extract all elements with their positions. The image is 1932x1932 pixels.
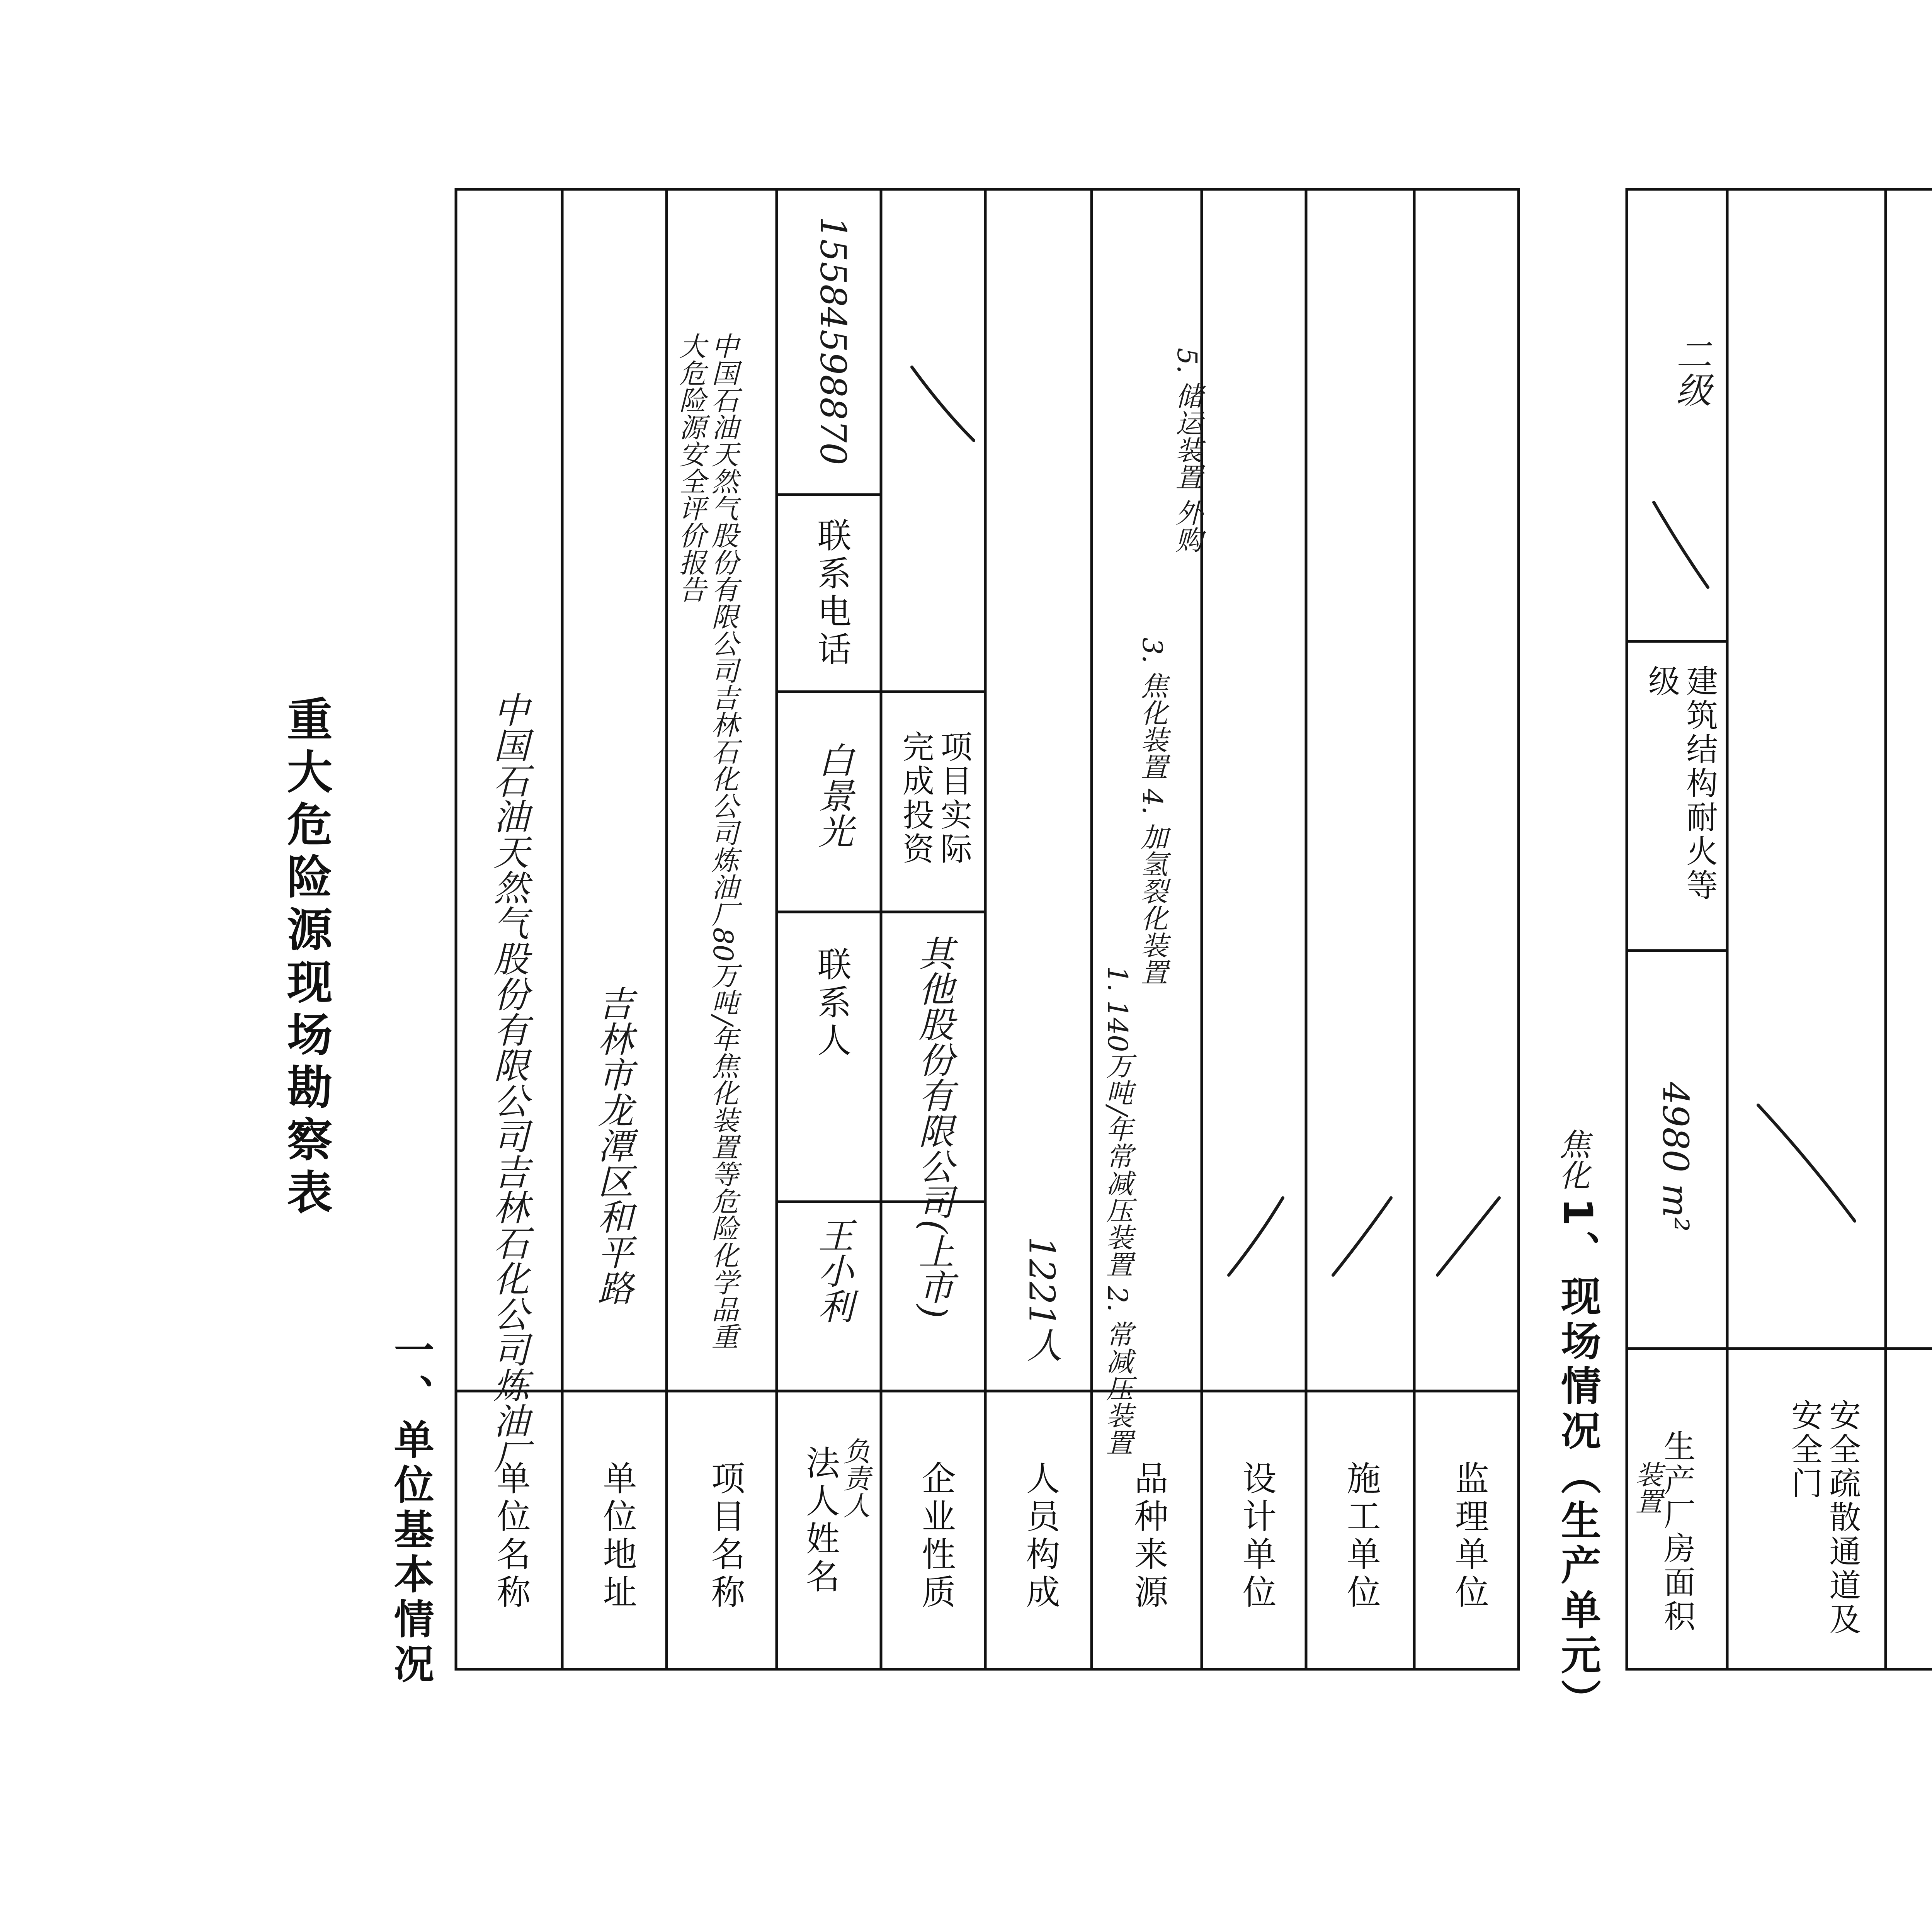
value-source-2: 3. 焦化装置 4. 加氢裂化装置	[1136, 638, 1168, 986]
section2-heading: 1、现场情况（生产单元）	[1554, 1198, 1601, 1724]
value-legal-person: 王小利	[812, 1217, 854, 1324]
label-unit-address: 单位地址	[597, 1461, 638, 1612]
value-plant-area: 4980 m²	[1655, 1082, 1696, 1232]
label-supervise-unit: 监理单位	[1449, 1461, 1490, 1612]
value-mid	[1662, 533, 1704, 545]
value-source-3: 5. 储运装置 外购	[1171, 348, 1203, 553]
label-plant-area: 生产厂房面积	[1658, 1430, 1696, 1634]
label-construct-unit: 施工单位	[1341, 1461, 1381, 1612]
value-phone: 15584598870	[812, 216, 854, 465]
value-enterprise-type: 其他股份有限公司(上市)	[913, 935, 954, 1318]
label-evacuation: 安全疏散通道及安全门	[1786, 1399, 1861, 1637]
label-legal-person: 法人姓名	[800, 1445, 840, 1597]
value-evacuation	[1785, 1121, 1828, 1133]
label-invest: 项目实际完成投资	[897, 730, 972, 866]
value-contact: 白景光	[812, 742, 854, 849]
label-design-unit: 设计单位	[1237, 1461, 1277, 1612]
label-project-name: 项目名称	[706, 1461, 746, 1612]
label-legal-overwrite: 负责人	[839, 1437, 871, 1519]
section2-heading-note: 焦化	[1554, 1128, 1590, 1190]
label-contact: 联系人	[812, 947, 852, 1060]
value-invest	[927, 406, 970, 418]
value-unit-address: 吉林市龙潭区和平路	[592, 985, 634, 1305]
label-fire-rating: 建筑结构耐火等级	[1643, 665, 1718, 903]
label-unit-name: 单位名称	[491, 1461, 531, 1612]
value-fire-rating: 二级	[1670, 336, 1712, 407]
value-design-unit	[1236, 1236, 1279, 1248]
value-construct-unit	[1341, 1236, 1383, 1248]
label-phone: 联系电话	[812, 518, 852, 669]
value-supervise-unit	[1449, 1236, 1492, 1248]
table1-border	[456, 189, 1519, 1669]
label-source: 品种来源	[1129, 1461, 1169, 1612]
section1-heading: 一、单位基本情况	[387, 1329, 434, 1688]
value-source-1: 1. 140万吨/年常减压装置 2. 常减压装置	[1102, 966, 1133, 1456]
value-project-name: 中国石油天然气股份有限公司吉林石化公司炼油厂80万吨/年焦化装置等危险化学品重大危险源安全评价报告	[675, 332, 739, 1350]
label-enterprise-type: 企业性质	[916, 1461, 956, 1612]
page-title: 重大危险源现场勘察表	[279, 696, 333, 1221]
label-plant-overwrite: 装置	[1631, 1461, 1663, 1515]
value-staff: 1221人	[1021, 1236, 1063, 1363]
slash-invest	[912, 367, 974, 440]
label-staff: 人员构成	[1020, 1461, 1061, 1612]
value-unit-name: 中国石油天然气股份有限公司吉林石化公司炼油厂	[488, 692, 529, 1474]
